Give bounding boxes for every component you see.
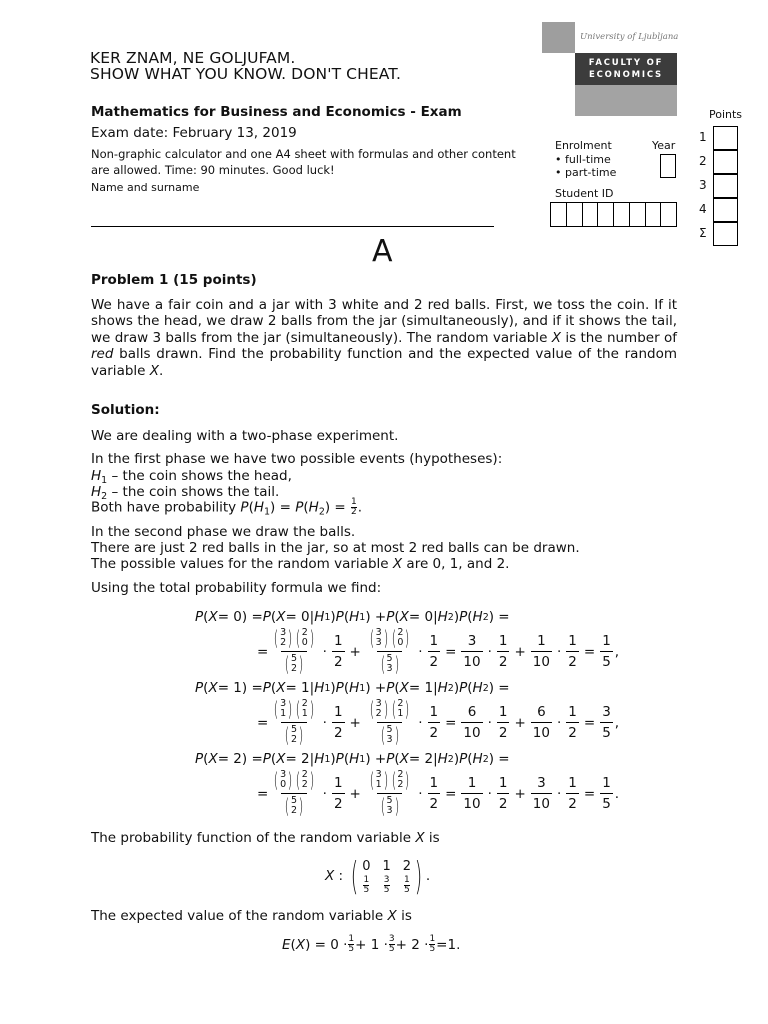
- year-label: Year: [652, 139, 676, 152]
- expected-value-equation: E ( X ) = 0 · 1 5 + 1 · 3 5 + 2 · 1 5 = 1 .: [282, 934, 461, 954]
- faculty-line-2: ECONOMICS: [589, 70, 663, 80]
- solution-heading: Solution:: [91, 402, 160, 418]
- enrolment-label: Enrolment: [555, 139, 612, 152]
- exam-variant: A: [372, 234, 393, 269]
- points-row-label: Σ: [699, 226, 707, 240]
- equation-p1-line1: P ( X = 1) = P ( X = 1| H 1 ) P ( H 1 ) + P ( X = 1| H 2 ) P ( H 2 ) =: [195, 680, 510, 696]
- points-row: [699, 150, 740, 174]
- solution-text: Both have probability: [91, 499, 241, 516]
- enrolment-option-full-time[interactable]: • full-time: [555, 152, 611, 166]
- points-row: [699, 198, 740, 222]
- distribution-table: X : ( 0 1 5 1 3 5 2 1 5 ) .: [325, 854, 431, 898]
- problem-text-part: We have a fair coin and a jar with 3 white and 2 red balls. First, we toss the coin. If it shows the head, we draw 2 balls from the jar (simultaneously), and if it shows the tail, we draw 3 balls from the jar (simultaneously). The random variable: [91, 297, 677, 346]
- solution-line: There are just 2 red balls in the jar, so at most 2 red balls can be drawn.: [91, 540, 580, 556]
- solution-text: The expected value of the random variable: [91, 908, 388, 924]
- points-row-label: 4: [699, 202, 707, 216]
- equation-p2-line1: P ( X = 2) = P ( X = 2| H 1 ) P ( H 1 ) + P ( X = 2| H 2 ) P ( H 2 ) =: [195, 751, 510, 767]
- student-id-cell[interactable]: [567, 203, 583, 226]
- solution-text: are 0, 1, and 2.: [402, 556, 510, 572]
- result-p1: $\frac{3}{5}$: [602, 704, 611, 741]
- solution-line: We are dealing with a two-phase experiment.: [91, 428, 399, 444]
- points-row: [699, 126, 740, 150]
- solution-text: The probability function of the random variable: [91, 830, 416, 846]
- expected-value-intro: The expected value of the random variable X is: [91, 908, 412, 924]
- motto: [90, 50, 401, 82]
- student-id-cell[interactable]: [614, 203, 630, 226]
- problem-text: [91, 297, 677, 379]
- student-id-cell[interactable]: [646, 203, 662, 226]
- equation-p0-line1: P ( X = 0) = P ( X = 0| H 1 ) P ( H 1 ) + P ( X = 0| H 2 ) P ( H 2 ) =: [195, 609, 510, 625]
- exam-date: Exam date: February 13, 2019: [91, 125, 297, 141]
- faculty-logo: [575, 53, 677, 85]
- fraction-half: $\frac{1}{2}$: [351, 497, 357, 517]
- points-box[interactable]: [713, 150, 738, 174]
- solution-line: In the second phase we draw the balls.: [91, 524, 356, 540]
- points-row: [699, 174, 740, 198]
- result-p0: $\frac{1}{5}$: [602, 633, 611, 670]
- problem-text-part: balls drawn. Find the probability function and the expected value of the random variable: [91, 346, 677, 379]
- both-probability: Both have probability $P(H_1) = P(H_2)$ = $\frac{1}{2}$ .: [91, 497, 363, 518]
- student-id-field[interactable]: [550, 202, 677, 227]
- logo-grey-block: [542, 22, 575, 53]
- student-id-cell[interactable]: [630, 203, 646, 226]
- equation-p2-line2: = ( 3 0 ) ( 2 2 ) ( 5 2 ) · $\frac{1}{2}$ + ( 3 1 ) ( 2 2 ) ( 5 3 ) · $\frac{1}{2}$ = $\frac{1}{10}$ · $\frac{1}{2}$ + $\frac{3}{10}$ · $\frac{1}{2}$ = $\frac{1}{5}$ .: [257, 768, 620, 818]
- points-row-label: 3: [699, 178, 707, 192]
- hypothesis-h1: $H_1$ – the coin shows the head,: [91, 468, 292, 486]
- points-row: [699, 222, 740, 246]
- university-name: University of Ljubljana: [580, 32, 679, 42]
- enrolment-block: [555, 139, 616, 180]
- points-box[interactable]: [713, 222, 738, 246]
- logo-light-block: [575, 85, 677, 116]
- year-box[interactable]: [660, 154, 676, 178]
- student-id-cell[interactable]: [551, 203, 567, 226]
- motto-line-2: SHOW WHAT YOU KNOW. DON'T CHEAT.: [90, 65, 401, 83]
- name-label: Name and surname: [91, 181, 200, 194]
- problem-heading: Problem 1 (15 points): [91, 272, 257, 288]
- motto-line-1: KER ZNAM, NE GOLJUFAM.: [90, 49, 296, 67]
- problem-text-red: red: [91, 346, 114, 363]
- equation-p1-line2: = ( 3 1 ) ( 2 1 ) ( 5 2 ) · $\frac{1}{2}$ + ( 3 2 ) ( 2 1 ) ( 5 3 ) · $\frac{1}{2}$ = $\frac{6}{10}$ · $\frac{1}{2}$ + $\frac{6}{10}$ · $\frac{1}{2}$ = $\frac{3}{5}$ ,: [257, 697, 620, 747]
- solution-text: is: [396, 908, 412, 924]
- student-id-cell[interactable]: [661, 203, 676, 226]
- solution-text: is: [424, 830, 440, 846]
- hypothesis-text: – the coin shows the tail.: [107, 484, 280, 500]
- solution-text: The possible values for the random variable: [91, 556, 393, 572]
- equation-p0-line2: = ( 3 2 ) ( 2 0 ) ( 5 2 ) · $\frac{1}{2}$ + ( 3 3 ) ( 2 0 ) ( 5 3 ) · $\frac{1}{2}$ = $\frac{3}{10}$ · $\frac{1}{2}$ + $\frac{1}{10}$ · $\frac{1}{2}$ = $\frac{1}{5}$ ,: [257, 626, 620, 676]
- exam-instructions: Non-graphic calculator and one A4 sheet with formulas and other content are allowed. Time: 90 minutes. Good luck!: [91, 147, 516, 177]
- points-label: Points: [709, 108, 743, 121]
- variable-x: X: [149, 362, 160, 379]
- result-p2: $\frac{1}{5}$: [602, 775, 611, 812]
- points-box[interactable]: [713, 198, 738, 222]
- problem-text-part: .: [159, 362, 164, 379]
- solution-line: In the first phase we have two possible events (hypotheses):: [91, 451, 503, 467]
- problem-text-part: is the number of: [560, 329, 677, 346]
- student-id-cell[interactable]: [583, 203, 599, 226]
- expected-value-result: 1: [447, 936, 457, 953]
- prob-function-intro: The probability function of the random variable X is: [91, 830, 440, 846]
- points-row-label: 1: [699, 130, 707, 144]
- enrolment-option-part-time[interactable]: • part-time: [555, 166, 617, 179]
- variable-x: X: [551, 329, 561, 346]
- faculty-line-1: FACULTY OF: [588, 58, 664, 68]
- points-row-label: 2: [699, 154, 707, 168]
- exam-title: Mathematics for Business and Economics - Exam: [91, 104, 462, 120]
- student-id-label: Student ID: [555, 187, 614, 200]
- name-field[interactable]: [91, 226, 494, 227]
- points-box[interactable]: [713, 126, 738, 150]
- possible-values: The possible values for the random variable X are 0, 1, and 2.: [91, 556, 510, 572]
- points-box[interactable]: [713, 174, 738, 198]
- distribution-column: 2 1 5: [402, 858, 412, 895]
- student-id-cell[interactable]: [598, 203, 614, 226]
- distribution-column: 1 3 5: [382, 858, 391, 895]
- hypothesis-text: – the coin shows the head,: [107, 468, 292, 484]
- distribution-column: 0 1 5: [362, 858, 371, 895]
- solution-line: Using the total probability formula we find:: [91, 580, 382, 596]
- hypothesis-h2: $H_2$ – the coin shows the tail.: [91, 484, 280, 502]
